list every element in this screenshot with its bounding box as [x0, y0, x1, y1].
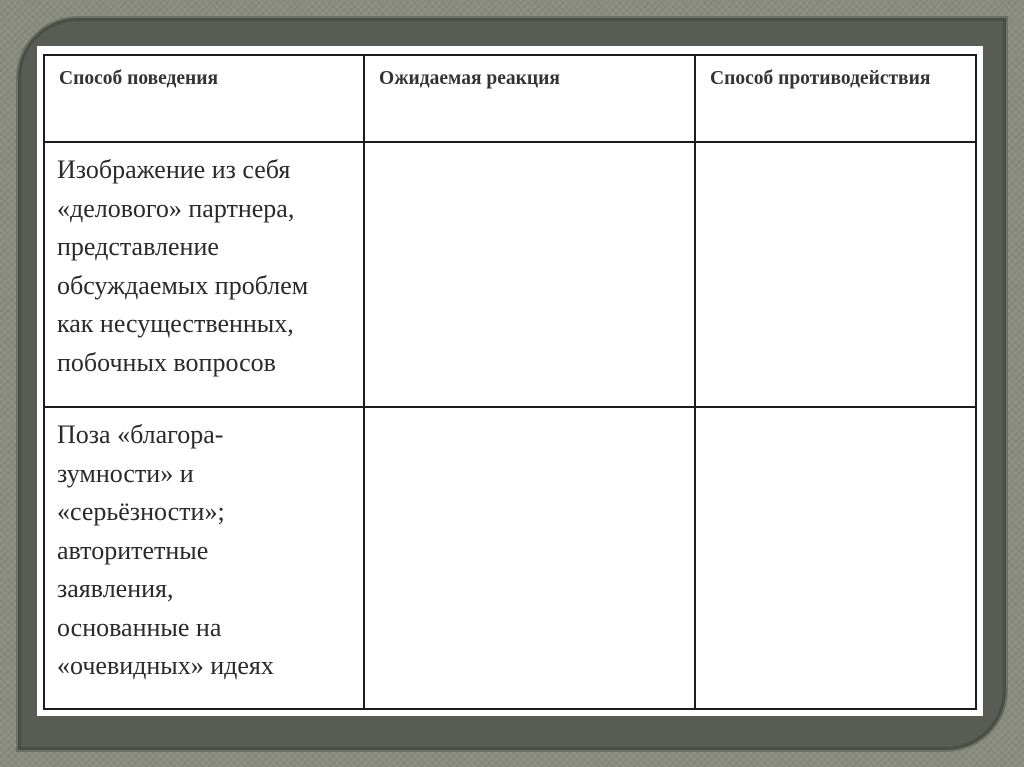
header-behavior: Способ поведения [44, 55, 364, 142]
header-counter: Способ противодействия [695, 55, 976, 142]
cell-behavior: Поза «благора- зумности» и «серьёзности»; авторитетные заявления, основанные на «очевидных» идеях [44, 407, 364, 709]
cell-counter [695, 142, 976, 407]
table-row [44, 142, 976, 407]
table-header-row [44, 55, 976, 142]
cell-reaction [364, 142, 695, 407]
cell-behavior: Изображение из себя «делового» партнера, представление обсуждаемых проблем как несущественных, побочных вопросов [44, 142, 364, 407]
behavior-table [43, 54, 977, 710]
table-row [44, 407, 976, 709]
cell-counter [695, 407, 976, 709]
header-reaction: Ожидаемая реакция [364, 55, 695, 142]
slide-content [37, 46, 983, 716]
cell-reaction [364, 407, 695, 709]
